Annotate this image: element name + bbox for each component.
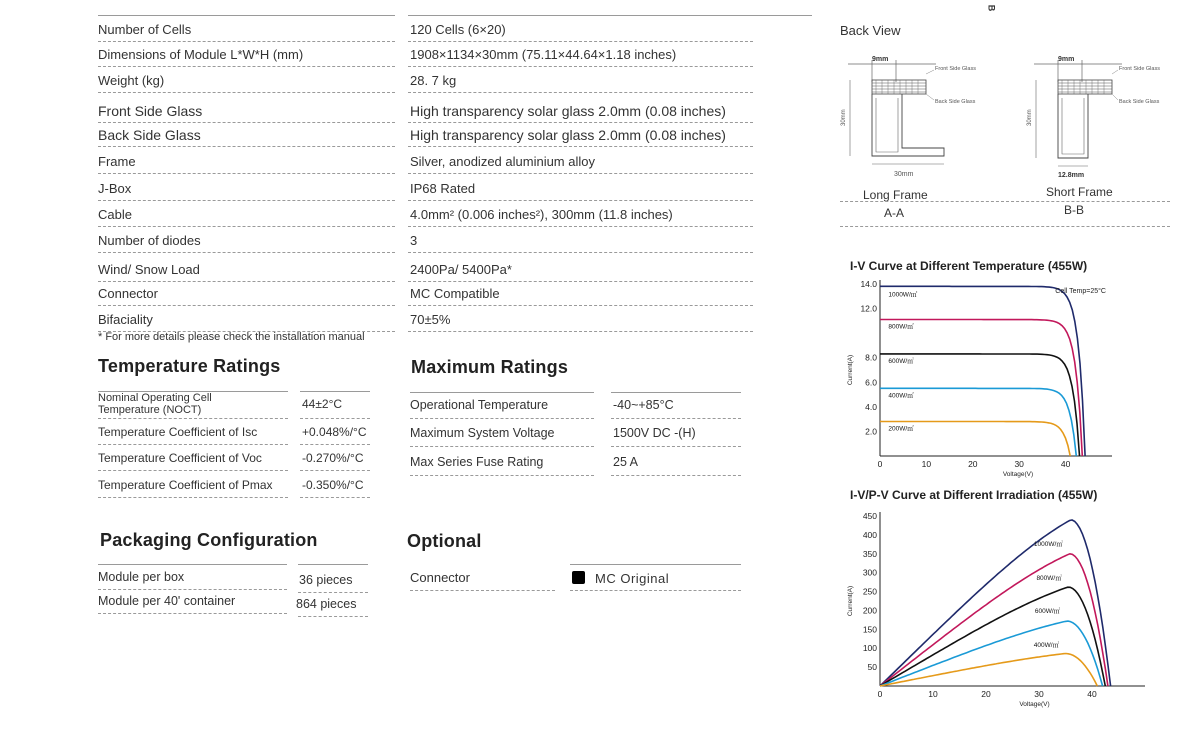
temp-row-divider [98,470,288,471]
spec-top-rule-right [408,15,812,16]
pack-row-divider [98,613,287,614]
spec-row-divider [98,173,395,174]
pack-row-divider [298,592,368,593]
x-tick-label: 40 [1060,459,1071,469]
long-dim-bottom: 30mm [894,171,914,178]
max-row-divider [410,446,594,447]
max-label: Maximum System Voltage [410,426,555,440]
series-label: 1000W/㎡ [888,291,918,299]
spec-label: Dimensions of Module L*W*H (mm) [98,47,304,62]
spec-label: Front Side Glass [98,103,203,119]
spec-value: 120 Cells (6×20) [410,22,506,37]
spec-row-divider [98,66,395,67]
corner-mark: B [986,4,997,12]
y-tick-label: 12.0 [860,303,877,314]
y-axis-label: Current(A) [847,585,854,617]
x-axis-label: Voltage(V) [1019,701,1050,708]
spec-row-divider [98,41,395,42]
max-row-divider [410,418,594,419]
short-frame-name: Short Frame [1046,185,1113,199]
y-tick-label: 200 [862,605,877,616]
short-frame-drawing [1022,50,1182,180]
spec-row-divider [408,331,753,332]
temp-label: Temperature Coefficient of Isc [98,425,258,439]
y-tick-label: 14.0 [860,279,877,289]
y-tick-label: 400 [862,529,877,540]
series-label: 1000W/㎡ [1033,540,1063,548]
x-tick-label: 40 [1087,689,1097,699]
chart1-title: I-V Curve at Different Temperature (455W) [850,259,1088,273]
max-value: -40~+85°C [613,398,674,412]
x-tick-label: 30 [1014,459,1024,469]
spec-label: Connector [98,286,158,301]
y-tick-label: 8.0 [865,352,877,363]
back-view-rule [840,201,1170,202]
spec-row-divider [408,281,753,282]
spec-value: 1908×1134×30mm (75.11×44.64×1.18 inches) [410,47,677,62]
series-label: 600W/㎡ [1034,608,1061,616]
long-front-glass: Front Side Glass [935,66,976,72]
optional-row-divider [410,590,555,591]
spec-row-divider [98,200,395,201]
y-tick-label: 50 [867,662,877,673]
temp-value: +0.048%/°C [302,425,367,439]
temp-label: Temperature Coefficient of Pmax [98,478,273,492]
y-tick-label: 450 [862,511,877,521]
spec-row-divider [408,252,753,253]
spec-label: Number of Cells [98,22,192,37]
spec-label: J-Box [98,181,132,196]
spec-row-divider [408,305,753,306]
mc-original-swatch [572,571,585,584]
spec-row-divider [98,146,395,147]
packaging-heading: Packaging Configuration [100,530,318,550]
spec-value: IP68 Rated [410,181,476,196]
y-tick-label: 100 [862,643,877,654]
optional-value: MC Original [595,571,670,586]
spec-row-divider [408,146,753,147]
spec-value: 4.0mm² (0.006 inches²), 300mm (11.8 inches) [410,207,673,222]
series-label: 800W/㎡ [888,323,914,331]
max-value: 25 A [613,455,639,469]
y-tick-label: 150 [862,624,877,635]
short-front-glass: Front Side Glass [1119,66,1160,72]
max-label: Operational Temperature [410,398,549,412]
spec-label: Weight (kg) [98,73,165,88]
spec-label: Cable [98,207,132,222]
pack-top-rule-value [298,564,368,565]
series-label: 600W/㎡ [888,358,914,366]
pack-row-divider [298,616,368,617]
y-tick-label: 6.0 [865,377,877,388]
x-tick-label: 20 [968,459,978,469]
long-dim-top: 9mm [872,56,889,63]
x-tick-label: 30 [1034,689,1044,699]
temp-top-rule-value [300,391,370,392]
long-frame-section: A-A [884,206,905,220]
temp-row-divider [300,418,370,419]
spec-value: 70±5% [410,312,451,327]
chart-annotation: Cell Temp=25°C [1055,288,1106,296]
pack-top-rule [98,564,287,565]
spec-label: Frame [98,154,136,169]
footnote: * For more details please check the installation manual [98,331,365,343]
y-tick-label: 2.0 [865,426,877,437]
spec-row-divider [98,305,395,306]
pack-row-divider [98,589,287,590]
max-label: Max Series Fuse Rating [410,455,544,469]
pack-label: Module per 40' container [98,594,236,608]
temp-label: Nominal Operating Cell Temperature (NOCT) [98,392,212,416]
spec-row-divider [408,173,753,174]
temp-value: -0.270%/°C [302,451,364,465]
short-back-glass: Back Side Glass [1119,99,1160,105]
spec-value: 28. 7 kg [410,73,457,88]
spec-row-divider [98,252,395,253]
series-label: 400W/㎡ [1033,642,1060,650]
series-label: 800W/㎡ [1036,574,1062,582]
pack-value: 36 pieces [299,573,353,587]
temp-row-divider [300,497,370,498]
pv-curve-series [880,520,1111,686]
short-dim-top: 9mm [1058,56,1075,63]
back-view-title: Back View [840,23,901,38]
spec-row-divider [408,122,753,123]
max-value: 1500V DC -(H) [613,426,696,440]
series-label: 400W/㎡ [888,392,914,400]
x-tick-label: 10 [928,689,938,699]
temp-value: 44±2°C [302,397,343,411]
spec-row-divider [408,66,753,67]
x-tick-label: 0 [877,689,883,699]
max-row-divider [611,418,741,419]
pv-irradiation-chart [840,508,1150,714]
spec-row-divider [98,92,395,93]
optional-heading: Optional [407,531,482,551]
max-row-divider [611,475,741,476]
y-tick-label: 350 [862,548,877,559]
temp-row-divider [98,418,288,419]
spec-label: Back Side Glass [98,127,201,143]
spec-label: Wind/ Snow Load [98,262,200,277]
spec-row-divider [98,281,395,282]
y-tick-label: 4.0 [865,401,877,412]
spec-label: Bifaciality [98,312,153,327]
temp-row-divider [300,444,370,445]
temp-row-divider [300,470,370,471]
back-view-rule-2 [840,226,1170,227]
long-back-glass: Back Side Glass [935,99,976,105]
series-label: 200W/㎡ [888,425,914,433]
x-tick-label: 10 [921,459,932,469]
spec-value: 3 [410,233,418,248]
y-tick-label: 300 [862,567,877,578]
max-row-divider [410,475,594,476]
x-axis-label: Voltage(V) [1002,471,1034,478]
pv-curve-series [880,587,1105,686]
y-tick-label: 250 [862,586,877,597]
optional-value-divider [570,590,741,591]
long-frame-name: Long Frame [863,188,928,202]
pack-value: 864 pieces [296,597,357,611]
iv-temperature-chart [840,276,1150,482]
spec-row-divider [408,226,753,227]
iv-curve-series [880,354,1080,456]
long-dim-side: 30mm [841,109,847,126]
pack-label: Module per box [98,570,185,584]
spec-row-divider [408,41,753,42]
short-dim-side: 30mm [1027,109,1033,126]
short-dim-bottom: 12.8mm [1058,172,1085,179]
temp-label: Temperature Coefficient of Voc [98,451,262,465]
spec-value: MC Compatible [410,286,500,301]
spec-value: High transparency solar glass 2.0mm (0.08 inches) [410,127,726,143]
chart2-title: I-V/P-V Curve at Different Irradiation (455W) [850,488,1098,502]
pv-curve-series [880,654,1097,687]
spec-row-divider [408,92,753,93]
temp-value: -0.350%/°C [302,478,364,492]
spec-value: Silver, anodized aluminium alloy [410,154,595,169]
max-row-divider [611,446,741,447]
x-tick-label: 0 [877,459,883,469]
temperature-heading: Temperature Ratings [98,356,281,376]
optional-label: Connector [410,570,470,585]
max-top-rule-value [611,392,741,393]
max-top-rule [410,392,594,393]
optional-top-rule [570,564,741,565]
spec-row-divider [408,200,753,201]
y-axis-label: Current(A) [847,354,854,386]
spec-row-divider [98,226,395,227]
spec-label: Number of diodes [98,233,201,248]
temp-row-divider [98,497,288,498]
spec-value: 2400Pa/ 5400Pa* [410,262,512,277]
long-frame-drawing [836,50,996,180]
spec-top-rule [98,15,395,16]
spec-row-divider [98,122,395,123]
spec-value: High transparency solar glass 2.0mm (0.08 inches) [410,103,726,119]
short-frame-section: B-B [1064,203,1085,217]
x-tick-label: 20 [981,689,991,699]
maximum-heading: Maximum Ratings [411,357,569,377]
temp-row-divider [98,444,288,445]
